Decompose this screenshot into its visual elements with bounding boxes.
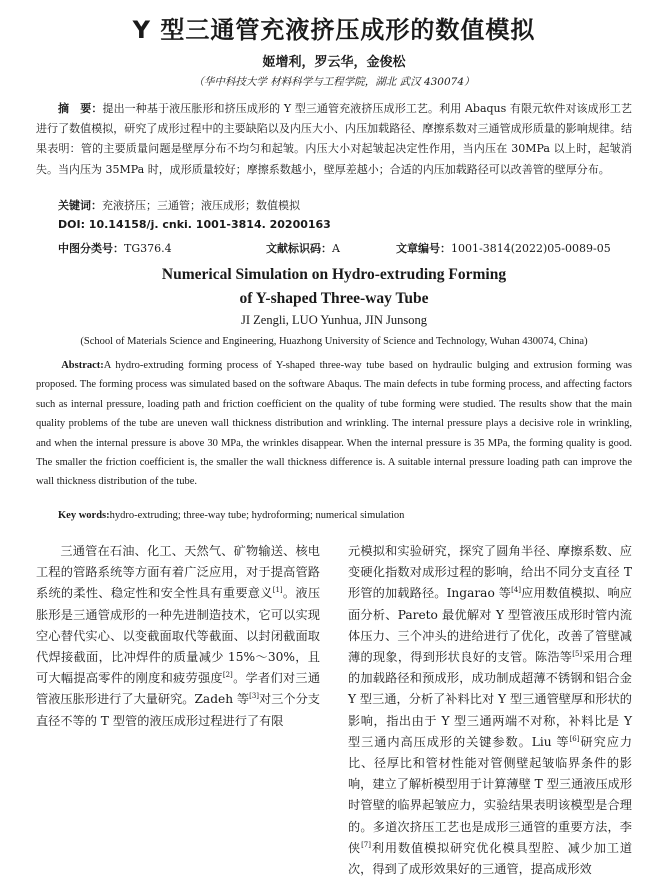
clc-label: 中图分类号：	[58, 242, 124, 255]
citation-ref[interactable]: [3]	[249, 692, 260, 701]
body-paragraph	[36, 541, 320, 732]
paper-title-chinese: Y 型三通管充液挤压成形的数值模拟	[132, 16, 536, 44]
affiliation-english: (School of Materials Science and Engineering, Huazhong University of Science and Technology, Wuhan 430074, China)	[80, 336, 588, 347]
affiliation-chinese: （华中科技大学 材料科学与工程学院，湖北 武汉 430074）	[193, 76, 475, 88]
authors-chinese: 姬增利，罗云华，金俊松	[262, 55, 406, 70]
citation-ref[interactable]: [5]	[572, 649, 583, 658]
abstract-text-english: A hydro-extruding forming process of Y-shaped three-way tube based on hydraulic bulging and extrusion forming was proposed. The forming process was simulated based on the software Abaqus. The main defects in tube forming process, and affecting factors such as internal pressure, loading path and friction coefficient on the quality of tube forming were studied. The results show that the main quality problems of the tube are uneven wall thickness distribution and wrinkling. The internal pressure plays a decisive role in wrinkling, and when the internal pressure is above 30 MPa, the wrinkles disappear. When the internal pressure is 35 MPa, the forming quality is good. The smaller the friction coefficient is, the smaller the wall thickness difference is. A suitable internal pressure loading path can improve the wall thickness distribution of the tube.	[36, 360, 632, 488]
doi-line: DOI: 10.14158/j. cnki. 1001-3814. 20200163	[58, 218, 331, 231]
classification-number	[58, 240, 172, 256]
abstract-text-chinese: 提出一种基于液压胀形和挤压成形的 Y 型三通管充液挤压成形工艺。利用 Abaqus 有限元软件对该成形工艺进行了数值模拟，研究了成形过程中的主要缺陷以及内压大小、内压加载路径、摩擦系数对三通管成形质量的影响规律。结果表明：管的主要质量问题是壁厚分布不均匀和起皱。内压大小对起皱起决定性作用，当内压在 30MPa 以上时，起皱消失。当内压为 35MPa 时，成形质量较好；摩擦系数越小，壁厚差越小；合适的内压加载路径可以改善管的壁厚分布。	[36, 102, 633, 176]
body-text: 元模拟和实验研究，探究了圆角半径、摩擦系数、应变硬化指数对成形过程的影响，给出不同分支直径 T 形管的加载路径。Ingarao 等	[348, 544, 632, 601]
keywords-english	[58, 510, 628, 521]
article-id-label: 文章编号：	[396, 242, 451, 255]
body-text: 应用数值模拟、响应面分析、Pareto 最优解对 Y 型管液压成形时管内流体压力、三个冲头的进给进行了优化，改善了管壁减薄的现象，得到形状良好的支管。陈浩等	[348, 586, 632, 665]
keywords-label-chinese: 关键词：	[58, 199, 102, 212]
body-paragraph	[348, 541, 632, 880]
abstract-chinese	[36, 99, 632, 180]
code-label: 文献标识码：	[266, 242, 332, 255]
body-text: 。学者们对三通管液压胀形进行了大量研究。Zadeh 等	[36, 671, 321, 707]
keywords-label-english: Key words:	[58, 510, 110, 521]
citation-ref[interactable]: [2]	[222, 671, 233, 680]
document-code	[266, 240, 340, 256]
abstract-english	[36, 356, 632, 492]
body-text: 对三个分支直径不等的 T 型管的液压成形过程进行了有限	[36, 692, 320, 728]
paper-title-english-line2: of Y-shaped Three-way Tube	[239, 290, 429, 307]
body-text: 采用合理的加载路径和预成形，成功制成超薄不锈钢和铝合金 Y 型三通，分析了补料比对 Y 型三通管壁厚和形状的影响，指出由于 Y 型三通两端不对称，补料比是 Y 型三通内高压成形的关键参数。Liu 等	[348, 650, 633, 749]
citation-ref[interactable]: [4]	[511, 586, 522, 595]
paper-title-english-line1: Numerical Simulation on Hydro-extruding Forming	[161, 266, 507, 283]
authors-english: JI Zengli, LUO Yunhua, JIN Junsong	[241, 313, 427, 327]
code-value: A	[332, 242, 340, 255]
body-text: 研究应力比、径厚比和管材性能对管侧壁起皱临界条件的影响，建立了解析模型用于计算薄壁 T 型三通液压成形时管壁的临界起皱应力，实验结果表明该模型是合理的。多道次挤压工艺也是成形三通管的重要方法，李侠	[348, 734, 633, 855]
keywords-text-chinese: 充液挤压；三通管；液压成形；数值模拟	[102, 199, 300, 212]
citation-ref[interactable]: [7]	[361, 840, 371, 849]
citation-ref[interactable]: [6]	[569, 734, 580, 743]
body-column-left	[36, 541, 320, 732]
article-id	[396, 240, 611, 256]
body-column-right	[348, 541, 632, 880]
citation-ref[interactable]: [1]	[272, 586, 283, 595]
keywords-chinese	[58, 198, 628, 214]
body-text: 。液压胀形是三通管成形的一种先进制造技术，它可以实现空心替代实心、以变截面取代等截面、以封闭截面取代焊接截面，比冲焊件的质量减少 15%～30%，且可大幅提高零件的刚度和疲劳强度	[36, 586, 321, 686]
abstract-label-english: Abstract:	[61, 360, 104, 371]
keywords-text-english: hydro-extruding; three-way tube; hydroforming; numerical simulation	[109, 510, 405, 521]
body-text: 三通管在石油、化工、天然气、矿物输送、核电工程的管路系统等方面有着广泛应用，对于提高管路系统的柔性、稳定性和安全性具有重要意义	[36, 544, 320, 601]
clc-value: TG376.4	[124, 242, 172, 255]
abstract-label-chinese: 摘 要：	[58, 102, 103, 115]
paper-title-english	[0, 263, 668, 311]
body-text: 利用数值模拟研究优化模具型腔、减少加工道次，得到了成形效果好的三通管，提高成形效	[348, 840, 633, 877]
article-id-value: 1001-3814(2022)05-0089-05	[451, 242, 611, 255]
